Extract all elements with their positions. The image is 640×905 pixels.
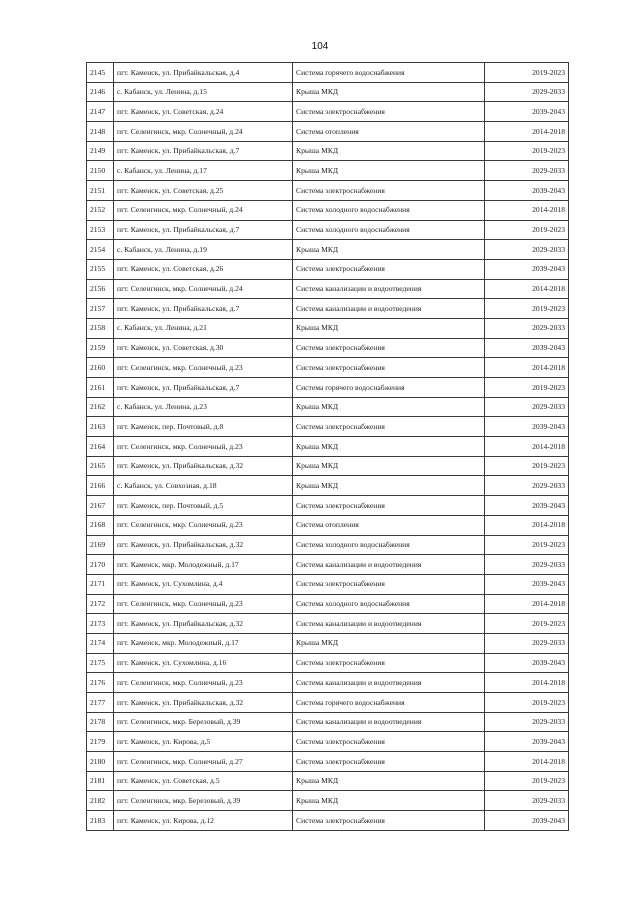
address-cell: пгт. Селенгинск, мкр. Солнечный, д.23 (114, 673, 293, 693)
table-row (87, 693, 569, 713)
address-cell: пгт. Каменск, ул. Прибайкальская, д.7 (114, 141, 293, 161)
address-cell: пгт. Каменск, ул. Прибайкальская, д.32 (114, 535, 293, 555)
system-cell: Система холодного водоснабжения (293, 535, 485, 555)
system-cell: Крыша МКД (293, 397, 485, 417)
period-cell: 2014-2018 (485, 673, 569, 693)
address-cell: пгт. Селенгинск, мкр. Солнечный, д.24 (114, 200, 293, 220)
row-number-cell: 2158 (87, 318, 114, 338)
address-cell: с. Кабанск, ул. Ленина, д.21 (114, 318, 293, 338)
period-cell: 2014-2018 (485, 752, 569, 772)
table-row (87, 791, 569, 811)
period-cell: 2029-2033 (485, 791, 569, 811)
address-cell: пгт. Селенгинск, мкр. Солнечный, д.23 (114, 594, 293, 614)
address-cell: пгт. Селенгинск, мкр. Солнечный, д.23 (114, 358, 293, 378)
table-row (87, 417, 569, 437)
period-cell: 2029-2033 (485, 633, 569, 653)
row-number-cell: 2164 (87, 437, 114, 457)
table-row (87, 771, 569, 791)
row-number-cell: 2160 (87, 358, 114, 378)
period-cell: 2039-2043 (485, 811, 569, 831)
period-cell: 2029-2033 (485, 555, 569, 575)
address-cell: пгт. Селенгинск, мкр. Солнечный, д.23 (114, 515, 293, 535)
system-cell: Крыша МКД (293, 633, 485, 653)
address-cell: пгт. Каменск, ул. Кирова, д.12 (114, 811, 293, 831)
period-cell: 2039-2043 (485, 102, 569, 122)
table-row (87, 653, 569, 673)
row-number-cell: 2165 (87, 456, 114, 476)
address-cell: пгт. Селенгинск, мкр. Березовый, д.39 (114, 791, 293, 811)
row-number-cell: 2146 (87, 82, 114, 102)
period-cell: 2039-2043 (485, 259, 569, 279)
period-cell: 2039-2043 (485, 338, 569, 358)
row-number-cell: 2174 (87, 633, 114, 653)
period-cell: 2039-2043 (485, 181, 569, 201)
address-cell: пгт. Каменск, пер. Почтовый, д.5 (114, 496, 293, 516)
system-cell: Система канализации и водоотведения (293, 299, 485, 319)
row-number-cell: 2161 (87, 378, 114, 398)
row-number-cell: 2149 (87, 141, 114, 161)
period-cell: 2014-2018 (485, 515, 569, 535)
system-cell: Система электроснабжения (293, 732, 485, 752)
table-row (87, 535, 569, 555)
table-row (87, 614, 569, 634)
period-cell: 2029-2033 (485, 82, 569, 102)
row-number-cell: 2156 (87, 279, 114, 299)
table-row (87, 181, 569, 201)
system-cell: Система холодного водоснабжения (293, 594, 485, 614)
address-cell: с. Кабанск, ул. Ленина, д.17 (114, 161, 293, 181)
period-cell: 2039-2043 (485, 574, 569, 594)
system-cell: Система электроснабжения (293, 417, 485, 437)
row-number-cell: 2182 (87, 791, 114, 811)
system-cell: Система электроснабжения (293, 259, 485, 279)
system-cell: Крыша МКД (293, 161, 485, 181)
address-cell: с. Кабанск, ул. Ленина, д.23 (114, 397, 293, 417)
system-cell: Система канализации и водоотведения (293, 555, 485, 575)
row-number-cell: 2148 (87, 122, 114, 142)
table-row (87, 456, 569, 476)
row-number-cell: 2176 (87, 673, 114, 693)
table-row (87, 574, 569, 594)
table-row (87, 397, 569, 417)
row-number-cell: 2155 (87, 259, 114, 279)
system-cell: Система электроснабжения (293, 653, 485, 673)
address-cell: пгт. Селенгинск, мкр. Солнечный, д.23 (114, 437, 293, 457)
row-number-cell: 2154 (87, 240, 114, 260)
table-row (87, 318, 569, 338)
period-cell: 2029-2033 (485, 712, 569, 732)
row-number-cell: 2153 (87, 220, 114, 240)
system-cell: Крыша МКД (293, 437, 485, 457)
period-cell: 2029-2033 (485, 318, 569, 338)
period-cell: 2014-2018 (485, 122, 569, 142)
row-number-cell: 2173 (87, 614, 114, 634)
address-cell: с. Кабанск, ул. Совхозная, д.18 (114, 476, 293, 496)
row-number-cell: 2178 (87, 712, 114, 732)
address-cell: пгт. Каменск, ул. Советская, д.30 (114, 338, 293, 358)
row-number-cell: 2170 (87, 555, 114, 575)
address-cell: пгт. Каменск, ул. Сухомлина, д.16 (114, 653, 293, 673)
system-cell: Крыша МКД (293, 318, 485, 338)
system-cell: Система электроснабжения (293, 574, 485, 594)
row-number-cell: 2172 (87, 594, 114, 614)
address-cell: пгт. Каменск, ул. Прибайкальская, д.32 (114, 614, 293, 634)
period-cell: 2019-2023 (485, 220, 569, 240)
system-cell: Крыша МКД (293, 476, 485, 496)
table-row (87, 200, 569, 220)
row-number-cell: 2167 (87, 496, 114, 516)
page-number: 104 (311, 41, 329, 52)
system-cell: Система электроснабжения (293, 811, 485, 831)
address-cell: пгт. Каменск, ул. Советская, д.26 (114, 259, 293, 279)
system-cell: Система канализации и водоотведения (293, 673, 485, 693)
period-cell: 2019-2023 (485, 456, 569, 476)
period-cell: 2039-2043 (485, 417, 569, 437)
period-cell: 2019-2023 (485, 614, 569, 634)
address-cell: пгт. Каменск, ул. Советская, д.25 (114, 181, 293, 201)
table-row (87, 555, 569, 575)
period-cell: 2029-2033 (485, 476, 569, 496)
system-cell: Система электроснабжения (293, 496, 485, 516)
system-cell: Система канализации и водоотведения (293, 279, 485, 299)
system-cell: Система холодного водоснабжения (293, 200, 485, 220)
address-cell: пгт. Каменск, ул. Прибайкальская, д.4 (114, 63, 293, 83)
row-number-cell: 2163 (87, 417, 114, 437)
address-cell: пгт. Селенгинск, мкр. Солнечный, д.27 (114, 752, 293, 772)
period-cell: 2019-2023 (485, 771, 569, 791)
address-cell: пгт. Каменск, ул. Прибайкальская, д.7 (114, 299, 293, 319)
table-row (87, 673, 569, 693)
system-cell: Система канализации и водоотведения (293, 614, 485, 634)
table-row (87, 240, 569, 260)
period-cell: 2014-2018 (485, 279, 569, 299)
system-cell: Крыша МКД (293, 82, 485, 102)
table-row (87, 476, 569, 496)
address-cell: пгт. Селенгинск, мкр. Солнечный, д.24 (114, 279, 293, 299)
address-cell: пгт. Каменск, ул. Прибайкальская, д.32 (114, 456, 293, 476)
system-cell: Система электроснабжения (293, 752, 485, 772)
period-cell: 2039-2043 (485, 496, 569, 516)
table-row (87, 82, 569, 102)
system-cell: Система канализации и водоотведения (293, 712, 485, 732)
period-cell: 2014-2018 (485, 358, 569, 378)
address-cell: пгт. Каменск, пер. Почтовый, д.8 (114, 417, 293, 437)
system-cell: Крыша МКД (293, 240, 485, 260)
row-number-cell: 2183 (87, 811, 114, 831)
period-cell: 2014-2018 (485, 200, 569, 220)
table-row (87, 358, 569, 378)
row-number-cell: 2162 (87, 397, 114, 417)
period-cell: 2029-2033 (485, 240, 569, 260)
table-row (87, 732, 569, 752)
table-row (87, 633, 569, 653)
period-cell: 2019-2023 (485, 378, 569, 398)
table-body (87, 63, 569, 831)
system-cell: Крыша МКД (293, 771, 485, 791)
table-row (87, 220, 569, 240)
period-cell: 2039-2043 (485, 732, 569, 752)
system-cell: Система горячего водоснабжения (293, 693, 485, 713)
row-number-cell: 2157 (87, 299, 114, 319)
period-cell: 2014-2018 (485, 594, 569, 614)
system-cell: Система отопления (293, 122, 485, 142)
table-row (87, 279, 569, 299)
row-number-cell: 2166 (87, 476, 114, 496)
row-number-cell: 2175 (87, 653, 114, 673)
period-cell: 2029-2033 (485, 161, 569, 181)
address-cell: пгт. Каменск, мкр. Молодежный, д.17 (114, 633, 293, 653)
system-cell: Крыша МКД (293, 791, 485, 811)
period-cell: 2029-2033 (485, 397, 569, 417)
table-row (87, 338, 569, 358)
address-cell: пгт. Каменск, ул. Советская, д.24 (114, 102, 293, 122)
address-cell: пгт. Каменск, ул. Сухомлина, д.4 (114, 574, 293, 594)
table-row (87, 141, 569, 161)
address-cell: пгт. Каменск, ул. Советская, д.5 (114, 771, 293, 791)
table-row (87, 161, 569, 181)
table-row (87, 259, 569, 279)
row-number-cell: 2168 (87, 515, 114, 535)
address-cell: пгт. Селенгинск, мкр. Березовый, д.39 (114, 712, 293, 732)
table-row (87, 63, 569, 83)
address-cell: пгт. Селенгинск, мкр. Солнечный, д.24 (114, 122, 293, 142)
row-number-cell: 2152 (87, 200, 114, 220)
table-row (87, 378, 569, 398)
row-number-cell: 2169 (87, 535, 114, 555)
system-cell: Система электроснабжения (293, 358, 485, 378)
row-number-cell: 2180 (87, 752, 114, 772)
address-cell: пгт. Каменск, мкр. Молодежный, д.17 (114, 555, 293, 575)
period-cell: 2019-2023 (485, 299, 569, 319)
row-number-cell: 2147 (87, 102, 114, 122)
table-row (87, 122, 569, 142)
table-row (87, 594, 569, 614)
row-number-cell: 2151 (87, 181, 114, 201)
period-cell: 2039-2043 (485, 653, 569, 673)
address-cell: с. Кабанск, ул. Ленина, д.15 (114, 82, 293, 102)
period-cell: 2019-2023 (485, 63, 569, 83)
address-cell: пгт. Каменск, ул. Кирова, д.5 (114, 732, 293, 752)
row-number-cell: 2159 (87, 338, 114, 358)
row-number-cell: 2177 (87, 693, 114, 713)
system-cell: Крыша МКД (293, 456, 485, 476)
address-cell: с. Кабанск, ул. Ленина, д.19 (114, 240, 293, 260)
table-row (87, 811, 569, 831)
address-cell: пгт. Каменск, ул. Прибайкальская, д.7 (114, 220, 293, 240)
table-row (87, 299, 569, 319)
table-row (87, 752, 569, 772)
table-row (87, 437, 569, 457)
period-cell: 2019-2023 (485, 141, 569, 161)
system-cell: Система горячего водоснабжения (293, 378, 485, 398)
table-row (87, 102, 569, 122)
address-cell: пгт. Каменск, ул. Прибайкальская, д.32 (114, 693, 293, 713)
system-cell: Система электроснабжения (293, 102, 485, 122)
system-cell: Система горячего водоснабжения (293, 63, 485, 83)
system-cell: Система электроснабжения (293, 181, 485, 201)
system-cell: Крыша МКД (293, 141, 485, 161)
table-row (87, 712, 569, 732)
period-cell: 2019-2023 (485, 693, 569, 713)
row-number-cell: 2179 (87, 732, 114, 752)
system-cell: Система электроснабжения (293, 338, 485, 358)
repair-schedule-table (86, 62, 569, 831)
row-number-cell: 2145 (87, 63, 114, 83)
row-number-cell: 2171 (87, 574, 114, 594)
row-number-cell: 2150 (87, 161, 114, 181)
table-row (87, 496, 569, 516)
system-cell: Система отопления (293, 515, 485, 535)
period-cell: 2019-2023 (485, 535, 569, 555)
period-cell: 2014-2018 (485, 437, 569, 457)
row-number-cell: 2181 (87, 771, 114, 791)
table-row (87, 515, 569, 535)
system-cell: Система холодного водоснабжения (293, 220, 485, 240)
address-cell: пгт. Каменск, ул. Прибайкальская, д.7 (114, 378, 293, 398)
